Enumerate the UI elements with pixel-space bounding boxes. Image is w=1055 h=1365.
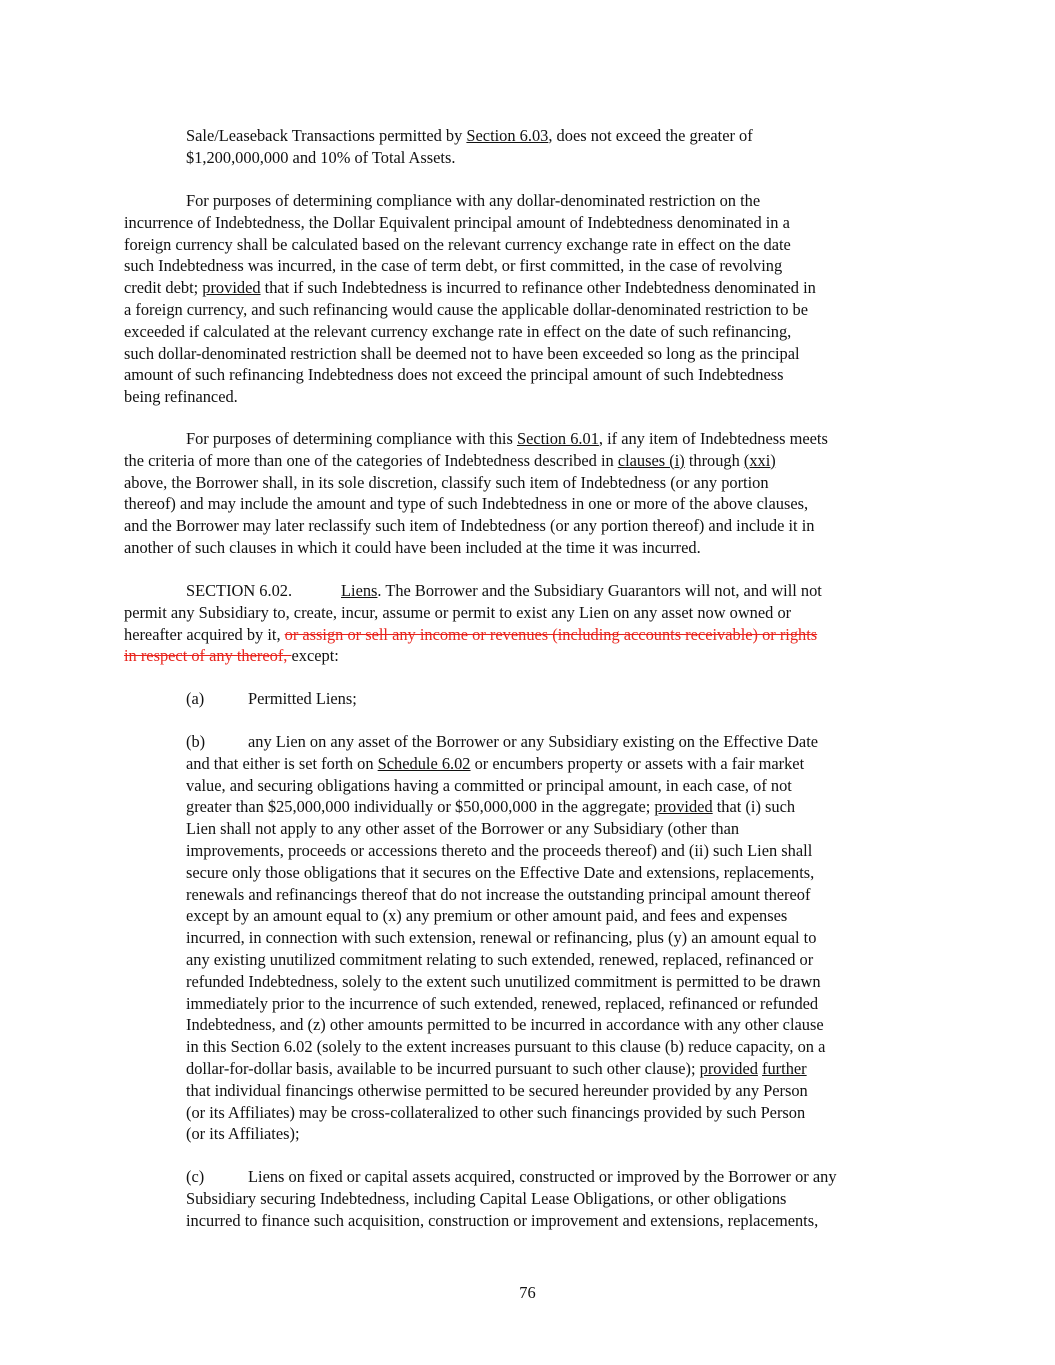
text-line: $1,200,000,000 and 10% of Total Assets.	[186, 147, 456, 167]
section-heading: Liens	[341, 581, 378, 600]
text-span: and that either is set forth on	[186, 753, 378, 773]
schedule-reference: Schedule 6.02	[377, 753, 471, 773]
text-span: hereafter acquired by it,	[124, 624, 285, 644]
text-line: Lien shall not apply to any other asset of the Borrower or any Subsidiary (other than	[186, 819, 740, 839]
text-span: For purposes of determining compliance with this	[186, 429, 517, 448]
provided-term: provided	[699, 1058, 758, 1078]
text-span: that (i) such	[712, 797, 796, 817]
text-line: refunded Indebtedness, solely to the extent such unutilized commitment is permitted to be drawn	[186, 971, 821, 991]
text-span: . The Borrower and the Subsidiary Guarantors will not, and will not	[377, 581, 822, 600]
provided-term: provided	[202, 278, 261, 298]
clause-label: (c)	[186, 1167, 205, 1186]
text-line: a foreign currency, and such refinancing would cause the applicable dollar-denominated restriction to be	[124, 299, 809, 319]
text-span: Permitted Liens;	[248, 689, 357, 708]
text-span: credit debt;	[124, 278, 203, 298]
text-line: in this Section 6.02 (solely to the extent increases pursuant to this clause (b) reduce capacity, on a	[186, 1037, 826, 1057]
clause-label: (b)	[186, 732, 206, 751]
clause-c	[186, 1166, 946, 1231]
text-span: dollar-for-dollar basis, available to be incurred pursuant to such other clause);	[186, 1058, 700, 1078]
text-span: , does not exceed the greater of	[548, 126, 753, 145]
text-span: or encumbers property or assets with a fair market	[470, 753, 805, 773]
text-line: exceeded if calculated at the relevant currency exchange rate in effect on the date of such refinancing,	[124, 321, 792, 341]
text-line: (or its Affiliates) may be cross-collateralized to other such financings provided by such Person	[186, 1102, 806, 1122]
text-line: Subsidiary securing Indebtedness, including Capital Lease Obligations, or other obligations	[186, 1188, 787, 1208]
text-line: another of such clauses in which it could have been included at the time it was incurred.	[124, 537, 701, 557]
text-line: any existing unutilized commitment relating to such extended, renewed, replaced, refinanced or	[186, 949, 814, 969]
text-line: permit any Subsidiary to, create, incur, assume or permit to exist any Lien on any asset now owned or	[124, 602, 792, 622]
text-span: greater than $25,000,000 individually or $50,000,000 in the aggregate;	[186, 797, 655, 817]
text-span: except:	[291, 646, 339, 666]
text-span: , if any item of Indebtedness meets	[598, 429, 828, 448]
further-term: further	[762, 1058, 807, 1078]
text-line: Indebtedness, and (z) other amounts permitted to be incurred in accordance with any other clause	[186, 1015, 824, 1035]
clause-a	[186, 688, 946, 710]
text-line: except by an amount equal to (x) any premium or other amount paid, and fees and expenses	[186, 906, 788, 926]
text-span: Liens on fixed or capital assets acquired, constructed or improved by the Borrower or any	[248, 1167, 837, 1186]
text-line: incurred, in connection with such extension, renewal or refinancing, plus (y) an amount equal to	[186, 928, 817, 948]
text-line: (or its Affiliates);	[186, 1124, 300, 1144]
classification-paragraph	[124, 428, 944, 559]
text-span: that if such Indebtedness is incurred to refinance other Indebtedness denominated in	[260, 278, 816, 298]
text-line: immediately prior to the incurrence of such extended, renewed, replaced, refinanced or refunded	[186, 993, 819, 1013]
text-line: such dollar-denominated restriction shall be deemed not to have been exceeded so long as the principal	[124, 343, 800, 363]
dollar-equivalent-paragraph	[124, 190, 944, 408]
section-reference: Section 6.01	[516, 429, 599, 448]
clause-reference: clauses (i)	[617, 450, 685, 470]
section-6-02-liens	[124, 580, 944, 667]
text-span: any Lien on any asset of the Borrower or any Subsidiary existing on the Effective Date	[248, 732, 819, 751]
clause-label: (a)	[186, 689, 205, 708]
clause-b	[186, 731, 946, 1145]
text-line: value, and securing obligations having a committed or principal amount, in each case, of not	[186, 775, 792, 795]
page-number: 76	[519, 1283, 536, 1302]
text-line: renewals and refinancings thereof that do not increase the outstanding principal amount thereof	[186, 884, 811, 904]
text-line: foreign currency shall be calculated based on the relevant currency exchange rate in effect on the date	[124, 234, 791, 254]
text-line: such Indebtedness was incurred, in the case of term debt, or first committed, in the case of revolving	[124, 256, 783, 276]
provided-term: provided	[654, 797, 713, 817]
deleted-text: or assign or sell any income or revenues (including accounts receivable) or rights	[284, 624, 818, 644]
text-line: and the Borrower may later reclassify such item of Indebtedness (or any portion thereof) and include it in	[124, 516, 815, 536]
text-line: incurred to finance such acquisition, construction or improvement and extensions, replacements,	[186, 1210, 819, 1230]
text-line: improvements, proceeds or accessions thereto and the proceeds thereof) and (ii) such Lien shall	[186, 840, 813, 860]
text-span: through	[684, 450, 744, 470]
section-reference: Section 6.03	[466, 126, 549, 145]
deleted-text: in respect of any thereof,	[124, 646, 292, 666]
section-number: SECTION 6.02.	[186, 581, 293, 600]
text-line: thereof) and may include the amount and type of such Indebtedness in one or more of the above clauses,	[124, 494, 809, 514]
text-line: For purposes of determining compliance with any dollar-denominated restriction on the	[186, 191, 761, 210]
text-line: above, the Borrower shall, in its sole discretion, classify such item of Indebtedness (or any portion	[124, 472, 769, 492]
text-span: the criteria of more than one of the categories of Indebtedness described in	[124, 450, 618, 470]
text-line: that individual financings otherwise permitted to be secured hereunder provided by any Person	[186, 1080, 808, 1100]
continuation-paragraph	[186, 125, 946, 169]
text-span: Sale/Leaseback Transactions permitted by	[186, 126, 467, 145]
text-line: being refinanced.	[124, 387, 238, 407]
text-line: secure only those obligations that it secures on the Effective Date and extensions, replacements,	[186, 862, 815, 882]
clause-reference: (xxi)	[743, 450, 776, 470]
text-line: amount of such refinancing Indebtedness does not exceed the principal amount of such Indebtedness	[124, 365, 784, 385]
text-line: incurrence of Indebtedness, the Dollar Equivalent principal amount of Indebtedness denominated in a	[124, 212, 790, 232]
